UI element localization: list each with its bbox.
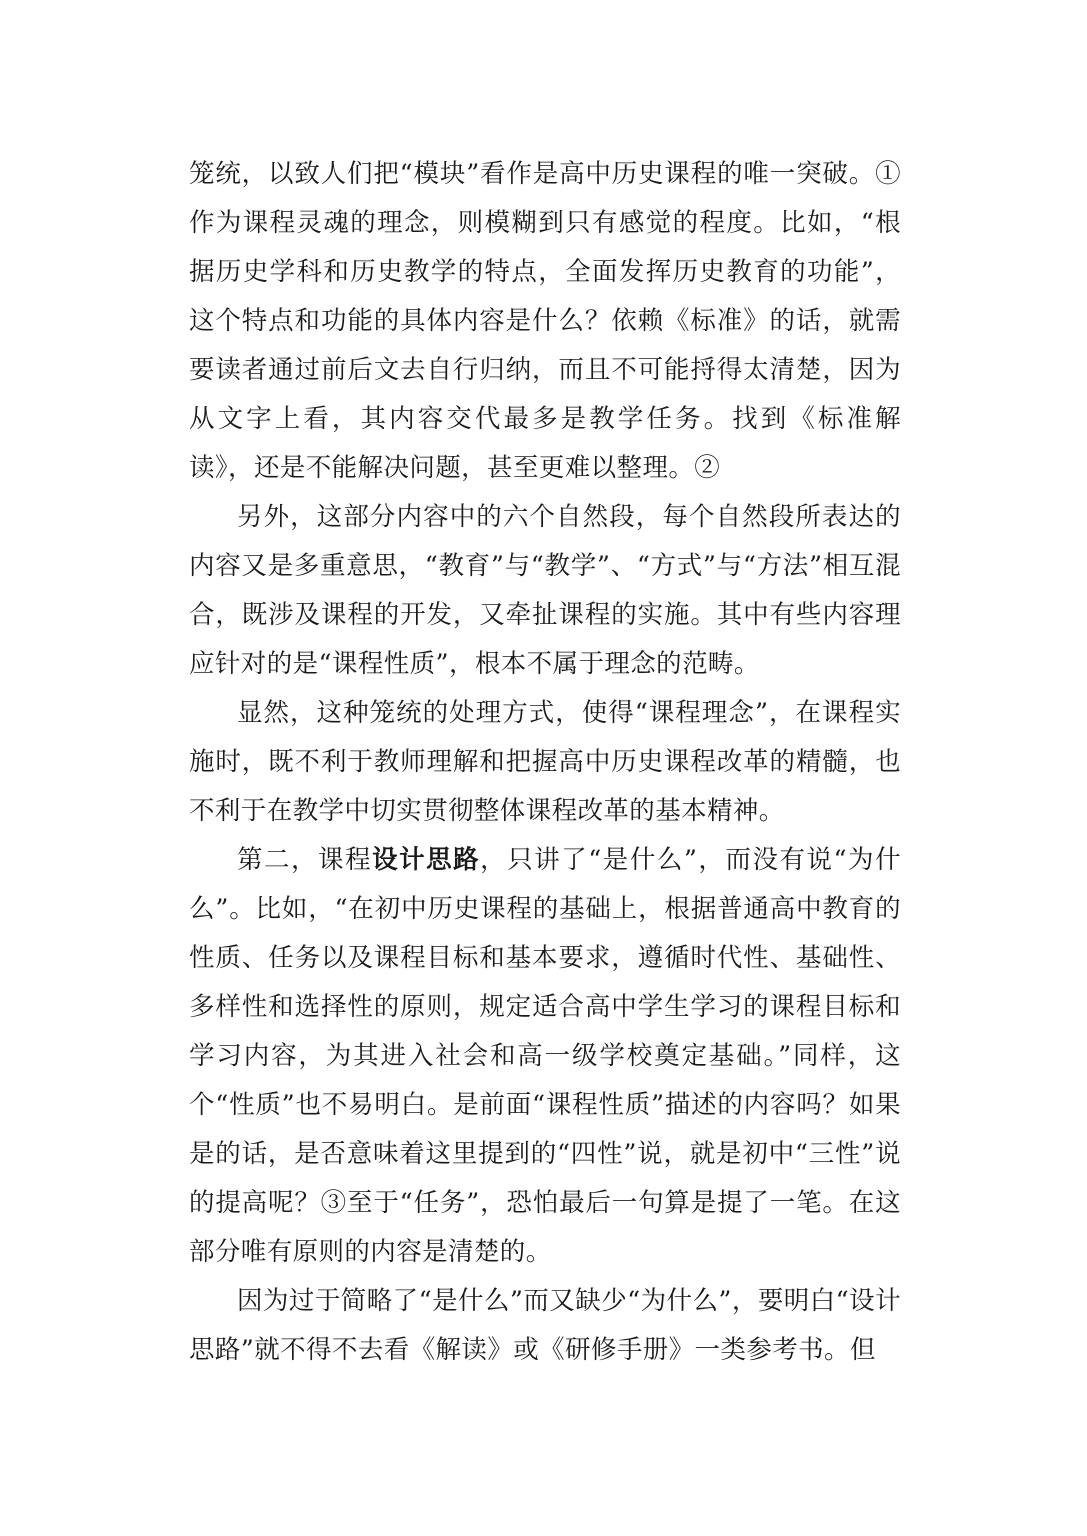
paragraph-4 xyxy=(189,836,901,1277)
paragraph-3: 显然，这种笼统的处理方式，使得“课程理念”，在课程实施时，既不利于教师理解和把握高中历史课程改革的精髓，也不利于在教学中切实贯彻整体课程改革的基本精神。 xyxy=(189,698,901,826)
document-body xyxy=(189,150,901,1375)
paragraph-2: 另外，这部分内容中的六个自然段，每个自然段所表达的内容又是多重意思，“教育”与“教学”、“方式”与“方法”相互混合，既涉及课程的开发，又牵扯课程的实施。其中有些内容理应针对的是“课程性质”，根本不属于理念的范畴。 xyxy=(189,502,901,679)
paragraph-5: 因为过于简略了“是什么”而又缺少“为什么”，要明白“设计思路”就不得不去看《解读》或《研修手册》一类参考书。但 xyxy=(189,1286,901,1365)
paragraph-1: 笼统，以致人们把“模块”看作是高中历史课程的唯一突破。①作为课程灵魂的理念，则模糊到只有感觉的程度。比如，“根据历史学科和历史教学的特点，全面发挥历史教育的功能”，这个特点和功能的具体内容是什么？依赖《标准》的话，就需要读者通过前后文去自行归纳，而且不可能捋得太清楚，因为从文字上看，其内容交代最多是教学任务。找到《标准解读》，还是不能解决问题，甚至更难以整理。② xyxy=(189,159,901,483)
paragraph-4-bold-term: 设计思路 xyxy=(372,845,481,875)
paragraph-4-rest: ，只讲了“是什么”，而没有说“为什么”。比如，“在初中历史课程的基础上，根据普通高中教育的性质、任务以及课程目标和基本要求，遵循时代性、基础性、多样性和选择性的原则，规定适合高中学生学习的课程目标和学习内容，为其进入社会和高一级学校奠定基础。”同样，这个“性质”也不易明白。是前面“课程性质”描述的内容吗？如果是的话，是否意味着这里提到的“四性”说，就是初中“三性”说的提高呢？③至于“任务”，恐怕最后一句算是提了一笔。在这部分唯有原则的内容是清楚的。 xyxy=(189,845,901,1267)
paragraph-4-lead: 第二，课程 xyxy=(237,845,373,875)
